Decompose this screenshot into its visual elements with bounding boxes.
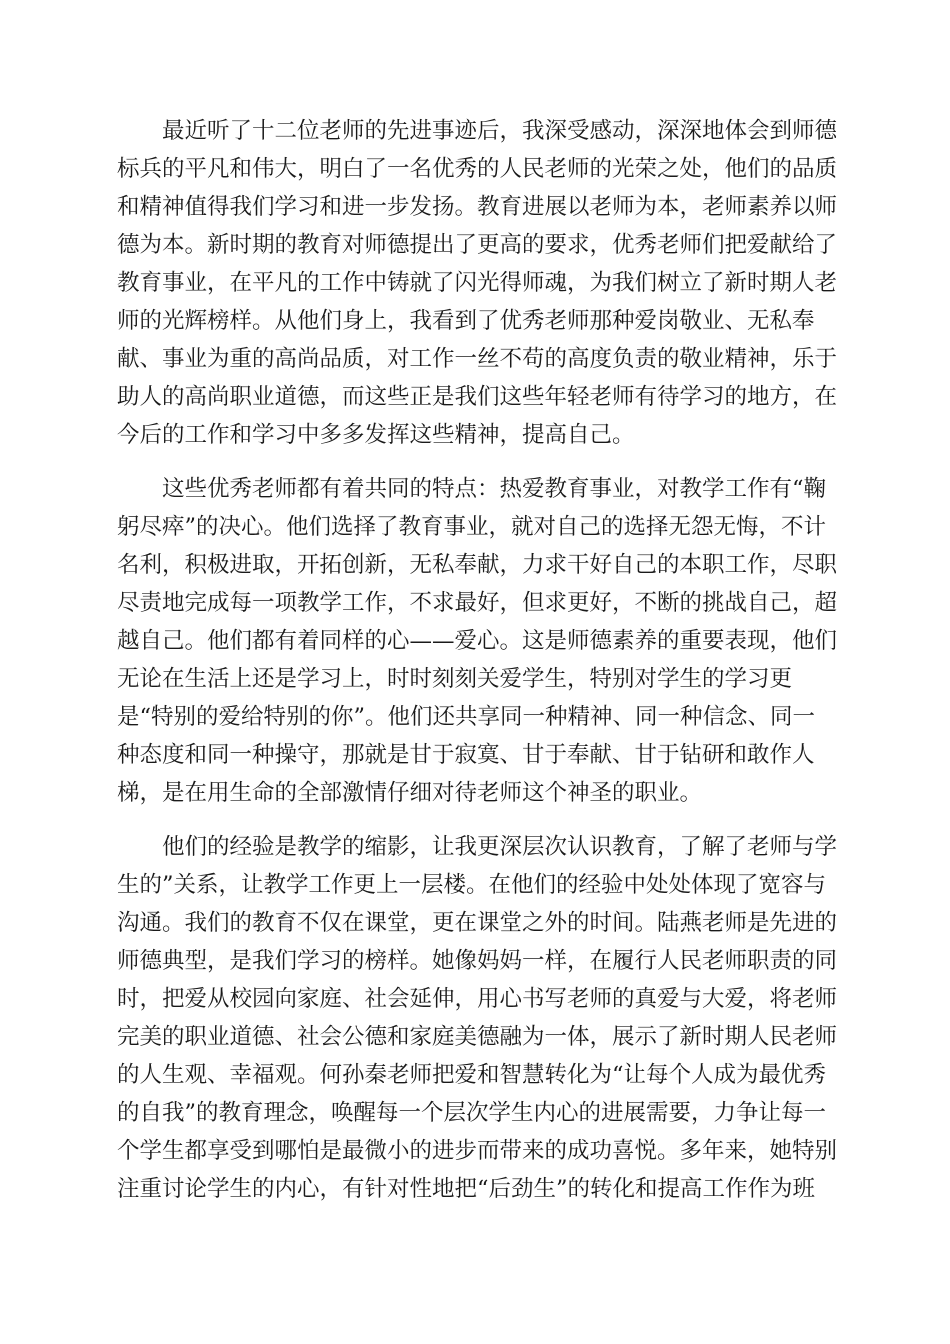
paragraph-line: 师德典型，是我们学习的榜样。她像妈妈一样，在履行人民老师职责的同	[117, 948, 838, 974]
paragraph-line: 沟通。我们的教育不仅在课堂，更在课堂之外的时间。陆燕老师是先进的	[117, 910, 838, 936]
paragraph-line: 他们的经验是教学的缩影，让我更深层次认识教育，了解了老师与学	[162, 834, 838, 860]
paragraph-line: 躬尽瘁”的决心。他们选择了教育事业，就对自己的选择无怨无悔，不计	[117, 514, 827, 540]
paragraph-line: 时，把爱从校园向家庭、社会延伸，用心书写老师的真爱与大爱，将老师	[117, 986, 838, 1012]
paragraph-line: 标兵的平凡和伟大，明白了一名优秀的人民老师的光荣之处，他们的品质	[117, 156, 838, 182]
paragraph-line: 这些优秀老师都有着共同的特点：热爱教育事业，对教学工作有“鞠	[162, 476, 827, 502]
paragraph-line: 名利，积极进取，开拓创新，无私奉献，力求干好自己的本职工作，尽职	[117, 552, 838, 578]
paragraph-line: 梯，是在用生命的全部激情仔细对待老师这个神圣的职业。	[117, 780, 703, 806]
paragraph-line: 无论在生活上还是学习上，时时刻刻关爱学生，特别对学生的学习更	[117, 666, 793, 692]
paragraph-1	[117, 112, 838, 454]
paragraph-line: 生的”关系，让教学工作更上一层楼。在他们的经验中处处体现了宽容与	[117, 872, 827, 898]
paragraph-line: 注重讨论学生的内心，有针对性地把“后劲生”的转化和提高工作作为班	[117, 1176, 816, 1202]
paragraph-spacer	[117, 454, 829, 470]
paragraph-line: 德为本。新时期的教育对师德提出了更高的要求，优秀老师们把爱献给了	[117, 232, 838, 258]
paragraph-line: 的人生观、幸福观。何孙秦老师把爱和智慧转化为“让每个人成为最优秀	[117, 1062, 827, 1088]
paragraph-line: 完美的职业道德、社会公德和家庭美德融为一体，展示了新时期人民老师	[117, 1024, 838, 1050]
paragraph-line: 献、事业为重的高尚品质，对工作一丝不苟的高度负责的敬业精神，乐于	[117, 346, 838, 372]
paragraph-line: 最近听了十二位老师的先进事迹后，我深受感动，深深地体会到师德	[162, 118, 838, 144]
paragraph-line: 个学生都享受到哪怕是最微小的进步而带来的成功喜悦。多年来，她特别	[117, 1138, 838, 1164]
paragraph-line: 今后的工作和学习中多多发挥这些精神，提高自己。	[117, 422, 635, 448]
paragraph-line: 越自己。他们都有着同样的心——爱心。这是师德素养的重要表现，他们	[117, 628, 838, 654]
paragraph-line: 种态度和同一种操守，那就是甘于寂寞、甘于奉献、甘于钻研和敢作人	[117, 742, 815, 768]
paragraph-line: 和精神值得我们学习和进一步发扬。教育进展以老师为本，老师素养以师	[117, 194, 838, 220]
document-body	[117, 112, 838, 1208]
paragraph-2	[117, 470, 838, 812]
paragraph-line: 师的光辉榜样。从他们身上，我看到了优秀老师那种爱岗敬业、无私奉	[117, 308, 815, 334]
paragraph-line: 的自我”的教育理念，唤醒每一个层次学生内心的进展需要，力争让每一	[117, 1100, 827, 1126]
paragraph-spacer	[117, 812, 829, 828]
paragraph-3	[117, 828, 838, 1208]
paragraph-line: 尽责地完成每一项教学工作，不求最好，但求更好，不断的挑战自己，超	[117, 590, 838, 616]
paragraph-line: 教育事业，在平凡的工作中铸就了闪光得师魂，为我们树立了新时期人老	[117, 270, 838, 296]
paragraph-line: 是“特别的爱给特别的你”。他们还共享同一种精神、同一种信念、同一	[117, 704, 816, 730]
paragraph-line: 助人的高尚职业道德，而这些正是我们这些年轻老师有待学习的地方，在	[117, 384, 838, 410]
